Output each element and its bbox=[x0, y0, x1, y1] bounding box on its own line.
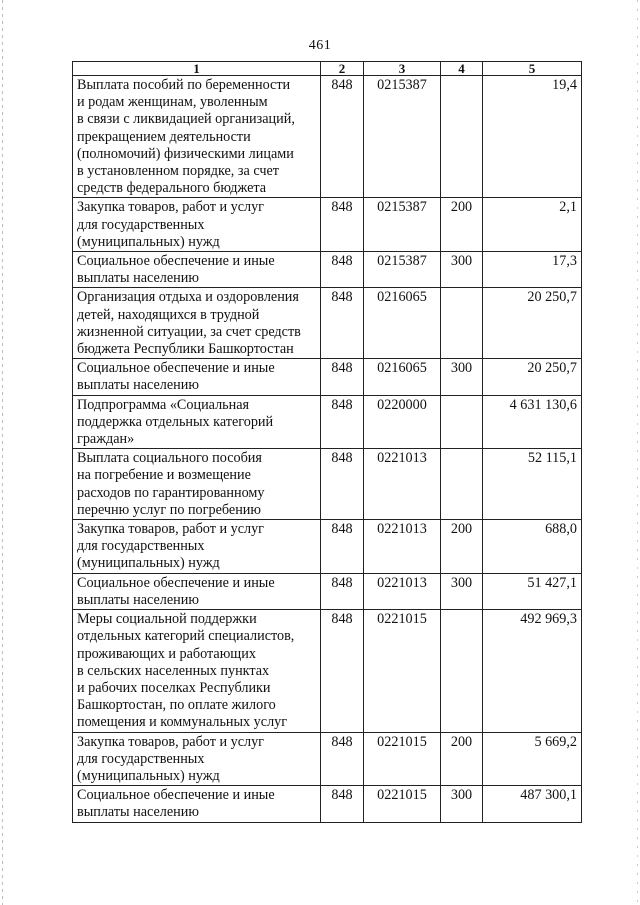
row-target-code: 0221015 bbox=[364, 786, 441, 822]
table-row bbox=[73, 288, 582, 359]
scan-edge-right bbox=[637, 0, 638, 905]
row-description: Социальное обеспечение и иные выплаты населению bbox=[73, 786, 321, 822]
row-expense-type bbox=[441, 76, 483, 198]
table-row bbox=[73, 786, 582, 822]
row-target-code: 0221013 bbox=[364, 449, 441, 520]
table-row bbox=[73, 198, 582, 252]
row-description: Социальное обеспечение и иные выплаты населению bbox=[73, 573, 321, 609]
row-ministry-code: 848 bbox=[321, 573, 364, 609]
header-row bbox=[73, 62, 582, 76]
row-amount: 20 250,7 bbox=[483, 359, 582, 395]
row-target-code: 0215387 bbox=[364, 198, 441, 252]
row-amount: 51 427,1 bbox=[483, 573, 582, 609]
row-ministry-code: 848 bbox=[321, 395, 364, 449]
row-target-code: 0221013 bbox=[364, 520, 441, 574]
row-description: Выплата пособий по беременности и родам женщинам, уволенным в связи с ликвидацией организаций, прекращением деятельности (полномочий) физическими лицами в установленном порядке, за счет средств федерального бюджета bbox=[73, 76, 321, 198]
row-amount: 688,0 bbox=[483, 520, 582, 574]
row-expense-type bbox=[441, 288, 483, 359]
row-target-code: 0221013 bbox=[364, 573, 441, 609]
row-ministry-code: 848 bbox=[321, 520, 364, 574]
row-target-code: 0215387 bbox=[364, 252, 441, 288]
header-cell-1: 1 bbox=[73, 62, 321, 76]
row-amount: 19,4 bbox=[483, 76, 582, 198]
table-row bbox=[73, 76, 582, 198]
row-expense-type: 300 bbox=[441, 252, 483, 288]
row-description: Организация отдыха и оздоровления детей, находящихся в трудной жизненной ситуации, за счет средств бюджета Республики Башкортостан bbox=[73, 288, 321, 359]
row-ministry-code: 848 bbox=[321, 359, 364, 395]
row-expense-type: 300 bbox=[441, 573, 483, 609]
row-amount: 4 631 130,6 bbox=[483, 395, 582, 449]
row-ministry-code: 848 bbox=[321, 76, 364, 198]
page-number: 461 bbox=[308, 38, 332, 53]
row-target-code: 0216065 bbox=[364, 359, 441, 395]
row-amount: 487 300,1 bbox=[483, 786, 582, 822]
row-ministry-code: 848 bbox=[321, 288, 364, 359]
budget-table bbox=[72, 61, 582, 823]
row-description: Закупка товаров, работ и услуг для государственных (муниципальных) нужд bbox=[73, 520, 321, 574]
row-target-code: 0220000 bbox=[364, 395, 441, 449]
row-description: Социальное обеспечение и иные выплаты населению bbox=[73, 359, 321, 395]
table-row bbox=[73, 359, 582, 395]
header-cell-5: 5 bbox=[483, 62, 582, 76]
row-description: Меры социальной поддержки отдельных категорий специалистов, проживающих и работающих в сельских населенных пунктах и рабочих поселках Республики Башкортостан, по оплате жилого помещения и коммунальных услуг bbox=[73, 610, 321, 732]
row-amount: 52 115,1 bbox=[483, 449, 582, 520]
row-description: Социальное обеспечение и иные выплаты населению bbox=[73, 252, 321, 288]
row-ministry-code: 848 bbox=[321, 252, 364, 288]
row-target-code: 0215387 bbox=[364, 76, 441, 198]
row-description: Выплата социального пособия на погребение и возмещение расходов по гарантированному перечню услуг по погребению bbox=[73, 449, 321, 520]
scan-edge-left bbox=[2, 0, 3, 905]
row-expense-type: 300 bbox=[441, 359, 483, 395]
table-row bbox=[73, 520, 582, 574]
row-description: Закупка товаров, работ и услуг для государственных (муниципальных) нужд bbox=[73, 732, 321, 786]
row-expense-type bbox=[441, 449, 483, 520]
row-amount: 20 250,7 bbox=[483, 288, 582, 359]
header-cell-4: 4 bbox=[441, 62, 483, 76]
table-row bbox=[73, 395, 582, 449]
table-row bbox=[73, 732, 582, 786]
row-expense-type: 200 bbox=[441, 520, 483, 574]
row-ministry-code: 848 bbox=[321, 610, 364, 732]
row-target-code: 0221015 bbox=[364, 610, 441, 732]
row-amount: 17,3 bbox=[483, 252, 582, 288]
table-row bbox=[73, 252, 582, 288]
row-description: Закупка товаров, работ и услуг для государственных (муниципальных) нужд bbox=[73, 198, 321, 252]
table-row bbox=[73, 449, 582, 520]
row-expense-type bbox=[441, 610, 483, 732]
header-cell-3: 3 bbox=[364, 62, 441, 76]
row-expense-type: 200 bbox=[441, 732, 483, 786]
row-target-code: 0221015 bbox=[364, 732, 441, 786]
row-expense-type: 200 bbox=[441, 198, 483, 252]
row-ministry-code: 848 bbox=[321, 198, 364, 252]
row-ministry-code: 848 bbox=[321, 786, 364, 822]
row-target-code: 0216065 bbox=[364, 288, 441, 359]
header-cell-2: 2 bbox=[321, 62, 364, 76]
row-amount: 2,1 bbox=[483, 198, 582, 252]
row-expense-type bbox=[441, 395, 483, 449]
row-ministry-code: 848 bbox=[321, 732, 364, 786]
row-ministry-code: 848 bbox=[321, 449, 364, 520]
table-row bbox=[73, 610, 582, 732]
table-row bbox=[73, 573, 582, 609]
row-amount: 492 969,3 bbox=[483, 610, 582, 732]
row-description: Подпрограмма «Социальная поддержка отдельных категорий граждан» bbox=[73, 395, 321, 449]
row-expense-type: 300 bbox=[441, 786, 483, 822]
row-amount: 5 669,2 bbox=[483, 732, 582, 786]
